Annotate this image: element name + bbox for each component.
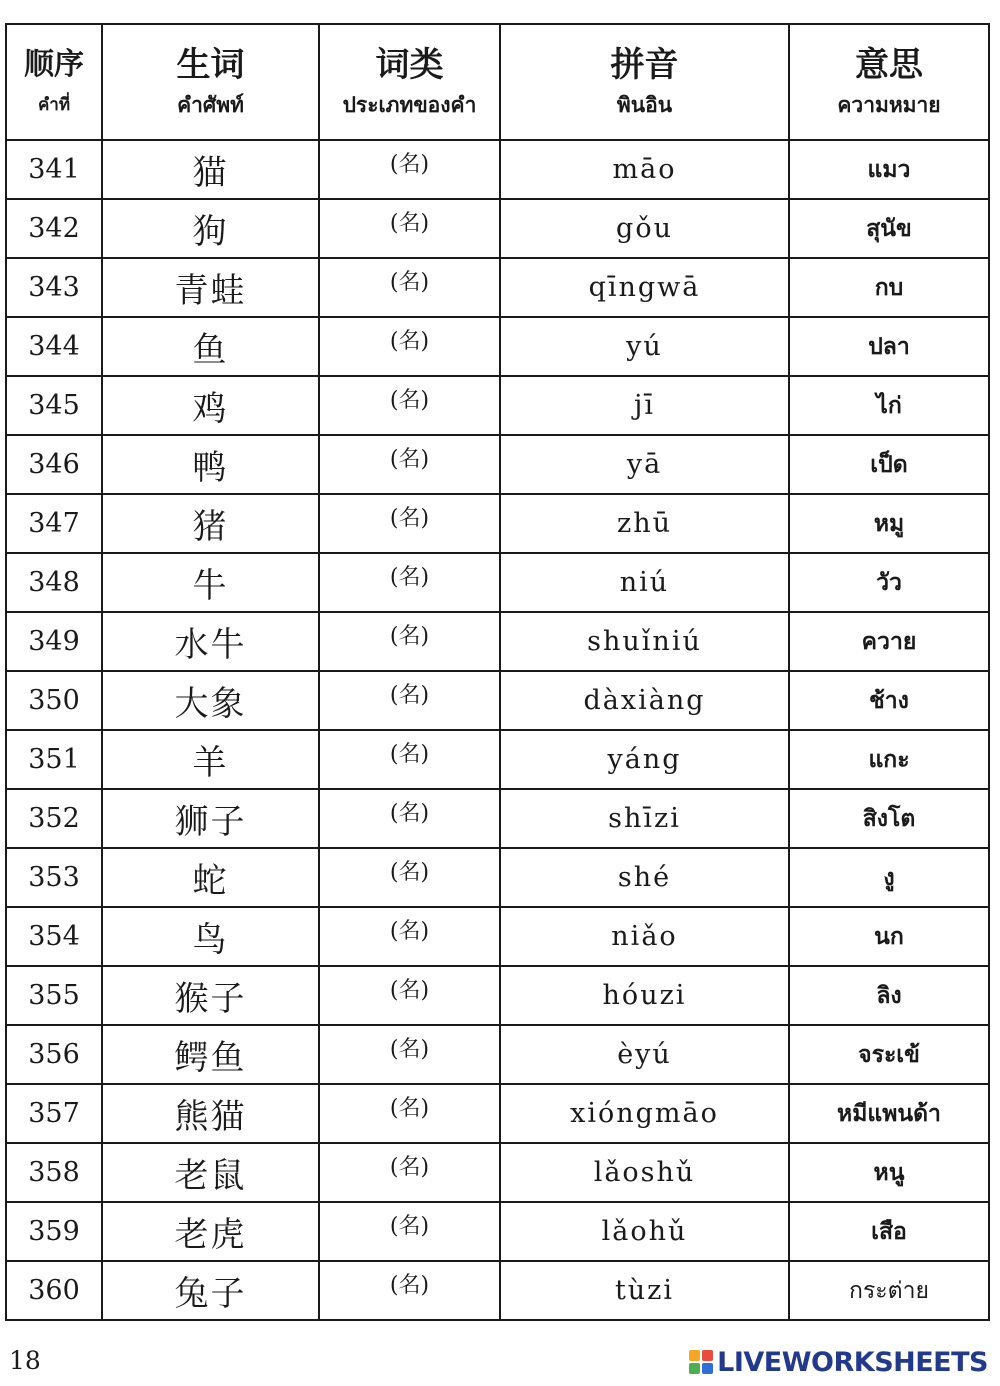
word-cell	[102, 848, 319, 907]
header-order-zh: 顺序	[24, 47, 84, 82]
word-cell-text: 羊	[192, 743, 229, 783]
header-pinyin	[500, 24, 789, 140]
meaning-cell	[789, 376, 989, 435]
table-row	[6, 140, 989, 199]
meaning-cell	[789, 199, 989, 258]
pinyin-cell-text: qīngwā	[588, 272, 701, 303]
meaning-cell-text: กระต่าย	[849, 1277, 929, 1304]
header-vocabulary-zh: 生词	[176, 45, 245, 85]
word-class-cell-text: (名)	[389, 565, 430, 590]
order-cell-text: 358	[28, 1157, 80, 1188]
pinyin-cell-text: tùzi	[614, 1275, 675, 1306]
pinyin-cell	[500, 1261, 789, 1320]
meaning-cell	[789, 1084, 989, 1143]
order-cell	[6, 258, 102, 317]
header-vocabulary-th: คำศัพท์	[177, 93, 244, 117]
meaning-cell	[789, 612, 989, 671]
vocabulary-table	[5, 23, 990, 1321]
meaning-cell	[789, 1261, 989, 1320]
word-cell	[102, 258, 319, 317]
order-cell-text: 349	[28, 626, 80, 657]
order-cell-text: 359	[28, 1216, 80, 1247]
word-class-cell-text: (名)	[389, 1096, 430, 1121]
page-number: 18	[9, 1346, 41, 1375]
meaning-cell	[789, 671, 989, 730]
word-class-cell	[319, 494, 500, 553]
word-cell	[102, 730, 319, 789]
order-cell	[6, 435, 102, 494]
word-class-cell-text: (名)	[389, 978, 430, 1003]
pinyin-cell-text: dàxiàng	[583, 685, 706, 716]
order-cell-text: 354	[28, 921, 80, 952]
meaning-cell	[789, 494, 989, 553]
header-pinyin-zh: 拼音	[610, 45, 679, 85]
word-cell-text: 青蛙	[174, 271, 247, 311]
meaning-cell	[789, 553, 989, 612]
word-class-cell-text: (名)	[389, 388, 430, 413]
word-cell	[102, 966, 319, 1025]
order-cell-text: 345	[28, 390, 80, 421]
order-cell-text: 353	[28, 862, 80, 893]
word-class-cell	[319, 376, 500, 435]
order-cell-text: 351	[28, 744, 80, 775]
liveworksheets-logo-icon	[689, 1350, 713, 1374]
brand-text: LIVEWORKSHEETS	[717, 1346, 988, 1378]
pinyin-cell-text: shīzi	[608, 803, 681, 834]
word-class-cell-text: (名)	[389, 270, 430, 295]
pinyin-cell-text: zhū	[616, 508, 672, 539]
order-cell-text: 352	[28, 803, 80, 834]
pinyin-cell-text: yú	[626, 331, 663, 362]
meaning-cell-text: แมว	[867, 156, 911, 183]
pinyin-cell-text: lǎoshǔ	[593, 1157, 696, 1188]
meaning-cell	[789, 730, 989, 789]
pinyin-cell-text: jī	[633, 390, 655, 421]
meaning-cell	[789, 907, 989, 966]
table-row	[6, 1143, 989, 1202]
pinyin-cell	[500, 789, 789, 848]
order-cell-text: 348	[28, 567, 80, 598]
word-class-cell	[319, 1025, 500, 1084]
word-class-cell-text: (名)	[389, 860, 430, 885]
word-class-cell	[319, 966, 500, 1025]
table-row	[6, 258, 989, 317]
order-cell	[6, 494, 102, 553]
logo-square-4	[702, 1363, 713, 1374]
order-cell	[6, 1261, 102, 1320]
pinyin-cell	[500, 1143, 789, 1202]
word-class-cell	[319, 907, 500, 966]
order-cell-text: 346	[28, 449, 80, 480]
order-cell-text: 344	[28, 331, 80, 362]
pinyin-cell	[500, 1084, 789, 1143]
word-cell	[102, 199, 319, 258]
word-class-cell-text: (名)	[389, 1155, 430, 1180]
pinyin-cell-text: lǎohǔ	[601, 1216, 688, 1247]
word-class-cell-text: (名)	[389, 683, 430, 708]
meaning-cell-text: หนู	[873, 1159, 905, 1186]
meaning-cell-text: สิงโต	[862, 805, 916, 832]
header-order	[6, 24, 102, 140]
word-class-cell	[319, 671, 500, 730]
meaning-cell	[789, 966, 989, 1025]
word-class-cell-text: (名)	[389, 1037, 430, 1062]
pinyin-cell-text: niú	[619, 567, 670, 598]
word-cell	[102, 1084, 319, 1143]
meaning-cell	[789, 1025, 989, 1084]
word-cell	[102, 553, 319, 612]
order-cell	[6, 1084, 102, 1143]
table-body	[6, 140, 989, 1320]
meaning-cell-text: หมีแพนด้า	[837, 1100, 941, 1127]
meaning-cell-text: ลิง	[876, 982, 902, 1009]
order-cell-text: 347	[28, 508, 80, 539]
header-meaning-th: ความหมาย	[837, 93, 941, 117]
order-cell	[6, 907, 102, 966]
pinyin-cell	[500, 317, 789, 376]
table-row	[6, 1202, 989, 1261]
pinyin-cell	[500, 376, 789, 435]
meaning-cell	[789, 140, 989, 199]
meaning-cell-text: สุนัข	[866, 215, 912, 242]
pinyin-cell	[500, 730, 789, 789]
header-word-class-zh: 词类	[375, 45, 444, 85]
word-class-cell	[319, 553, 500, 612]
word-cell	[102, 1261, 319, 1320]
order-cell	[6, 612, 102, 671]
pinyin-cell	[500, 848, 789, 907]
word-class-cell-text: (名)	[389, 1214, 430, 1239]
pinyin-cell-text: èyú	[617, 1039, 672, 1070]
pinyin-cell	[500, 671, 789, 730]
pinyin-cell	[500, 907, 789, 966]
order-cell	[6, 730, 102, 789]
meaning-cell-text: ช้าง	[869, 687, 909, 714]
order-cell	[6, 848, 102, 907]
meaning-cell	[789, 258, 989, 317]
word-class-cell-text: (名)	[389, 742, 430, 767]
table-row	[6, 789, 989, 848]
order-cell	[6, 671, 102, 730]
word-class-cell-text: (名)	[389, 1273, 430, 1298]
pinyin-cell-text: yáng	[607, 744, 682, 775]
pinyin-cell	[500, 140, 789, 199]
meaning-cell-text: วัว	[876, 569, 902, 596]
word-cell-text: 大象	[174, 684, 247, 724]
word-class-cell	[319, 435, 500, 494]
header-meaning	[789, 24, 989, 140]
meaning-cell-text: กบ	[874, 274, 904, 301]
word-cell	[102, 140, 319, 199]
order-cell	[6, 789, 102, 848]
meaning-cell-text: งู	[883, 864, 895, 891]
meaning-cell	[789, 435, 989, 494]
order-cell-text: 360	[28, 1275, 80, 1306]
pinyin-cell	[500, 199, 789, 258]
word-class-cell-text: (名)	[389, 152, 430, 177]
header-word-class	[319, 24, 500, 140]
order-cell	[6, 1202, 102, 1261]
word-class-cell	[319, 1202, 500, 1261]
word-class-cell	[319, 1084, 500, 1143]
pinyin-cell	[500, 435, 789, 494]
meaning-cell-text: นก	[874, 923, 904, 950]
word-cell	[102, 907, 319, 966]
table-row	[6, 612, 989, 671]
pinyin-cell	[500, 1202, 789, 1261]
word-class-cell-text: (名)	[389, 801, 430, 826]
order-cell-text: 350	[28, 685, 80, 716]
table-row	[6, 671, 989, 730]
word-class-cell	[319, 317, 500, 376]
word-cell	[102, 1025, 319, 1084]
table-row	[6, 848, 989, 907]
word-cell-text: 老鼠	[174, 1156, 247, 1196]
word-cell-text: 猴子	[174, 979, 247, 1019]
order-cell	[6, 1025, 102, 1084]
word-class-cell	[319, 140, 500, 199]
word-cell-text: 水牛	[174, 625, 247, 665]
word-class-cell-text: (名)	[389, 211, 430, 236]
order-cell	[6, 376, 102, 435]
order-cell	[6, 1143, 102, 1202]
word-class-cell	[319, 199, 500, 258]
order-cell-text: 356	[28, 1039, 80, 1070]
header-pinyin-th: พินอิน	[616, 93, 673, 117]
meaning-cell	[789, 789, 989, 848]
word-class-cell	[319, 1261, 500, 1320]
word-class-cell	[319, 848, 500, 907]
table-header	[6, 24, 989, 140]
word-cell-text: 兔子	[174, 1274, 247, 1314]
meaning-cell	[789, 1143, 989, 1202]
pinyin-cell	[500, 553, 789, 612]
order-cell-text: 341	[28, 154, 80, 185]
word-cell	[102, 376, 319, 435]
header-vocabulary	[102, 24, 319, 140]
pinyin-cell-text: xióngmāo	[570, 1098, 719, 1129]
word-cell-text: 狮子	[174, 802, 247, 842]
meaning-cell-text: เป็ด	[870, 451, 908, 478]
order-cell-text: 355	[28, 980, 80, 1011]
meaning-cell-text: ไก่	[876, 392, 902, 419]
table-row	[6, 494, 989, 553]
word-cell-text: 鸡	[192, 389, 229, 429]
meaning-cell	[789, 317, 989, 376]
table-row	[6, 966, 989, 1025]
pinyin-cell-text: yā	[626, 449, 663, 480]
order-cell-text: 342	[28, 213, 80, 244]
table-row	[6, 199, 989, 258]
word-cell	[102, 671, 319, 730]
word-class-cell-text: (名)	[389, 447, 430, 472]
word-cell	[102, 789, 319, 848]
word-cell	[102, 435, 319, 494]
meaning-cell-text: จระเข้	[858, 1041, 920, 1068]
pinyin-cell	[500, 258, 789, 317]
word-cell-text: 牛	[192, 566, 229, 606]
meaning-cell-text: หมู	[873, 510, 905, 537]
pinyin-cell-text: niǎo	[611, 921, 678, 952]
table-row	[6, 907, 989, 966]
pinyin-cell	[500, 612, 789, 671]
meaning-cell-text: เสือ	[871, 1218, 907, 1245]
order-cell	[6, 317, 102, 376]
word-cell	[102, 494, 319, 553]
word-class-cell	[319, 789, 500, 848]
order-cell	[6, 966, 102, 1025]
table-row	[6, 1025, 989, 1084]
order-cell-text: 357	[28, 1098, 80, 1129]
table-row	[6, 1084, 989, 1143]
word-class-cell	[319, 1143, 500, 1202]
word-cell	[102, 1143, 319, 1202]
header-meaning-zh: 意思	[855, 45, 923, 85]
liveworksheets-brand[interactable]	[689, 1346, 988, 1378]
order-cell	[6, 140, 102, 199]
logo-square-2	[702, 1350, 713, 1361]
pinyin-cell	[500, 966, 789, 1025]
word-cell-text: 蛇	[192, 861, 229, 901]
word-class-cell-text: (名)	[389, 919, 430, 944]
word-cell-text: 猫	[192, 153, 229, 193]
logo-square-1	[689, 1350, 700, 1361]
order-cell	[6, 199, 102, 258]
word-cell	[102, 1202, 319, 1261]
word-cell-text: 老虎	[174, 1215, 247, 1255]
pinyin-cell-text: māo	[612, 154, 677, 185]
word-class-cell-text: (名)	[389, 624, 430, 649]
header-word-class-th: ประเภทของคำ	[342, 93, 477, 117]
word-cell-text: 鸭	[192, 448, 229, 488]
pinyin-cell-text: shuǐniú	[587, 626, 702, 657]
pinyin-cell-text: gǒu	[616, 213, 673, 244]
meaning-cell-text: แกะ	[868, 746, 910, 773]
pinyin-cell-text: shé	[617, 862, 672, 893]
word-cell-text: 猪	[192, 507, 229, 547]
word-cell	[102, 317, 319, 376]
word-class-cell-text: (名)	[389, 506, 430, 531]
pinyin-cell-text: hóuzi	[602, 980, 687, 1011]
word-class-cell	[319, 612, 500, 671]
table-row	[6, 435, 989, 494]
pinyin-cell	[500, 494, 789, 553]
order-cell	[6, 553, 102, 612]
table-row	[6, 376, 989, 435]
header-order-th: คำที่	[37, 95, 71, 115]
meaning-cell-text: ควาย	[861, 628, 917, 655]
table-row	[6, 730, 989, 789]
word-cell-text: 狗	[192, 212, 229, 252]
word-class-cell-text: (名)	[389, 329, 430, 354]
word-class-cell	[319, 258, 500, 317]
meaning-cell	[789, 1202, 989, 1261]
logo-square-3	[689, 1363, 700, 1374]
pinyin-cell	[500, 1025, 789, 1084]
order-cell-text: 343	[28, 272, 80, 303]
word-cell-text: 鱼	[192, 330, 229, 370]
word-cell-text: 熊猫	[174, 1097, 247, 1137]
word-class-cell	[319, 730, 500, 789]
meaning-cell	[789, 848, 989, 907]
word-cell-text: 鸟	[192, 920, 229, 960]
word-cell-text: 鳄鱼	[174, 1038, 247, 1078]
table-row	[6, 553, 989, 612]
word-cell	[102, 612, 319, 671]
table-row	[6, 317, 989, 376]
meaning-cell-text: ปลา	[868, 333, 910, 360]
table-row	[6, 1261, 989, 1320]
